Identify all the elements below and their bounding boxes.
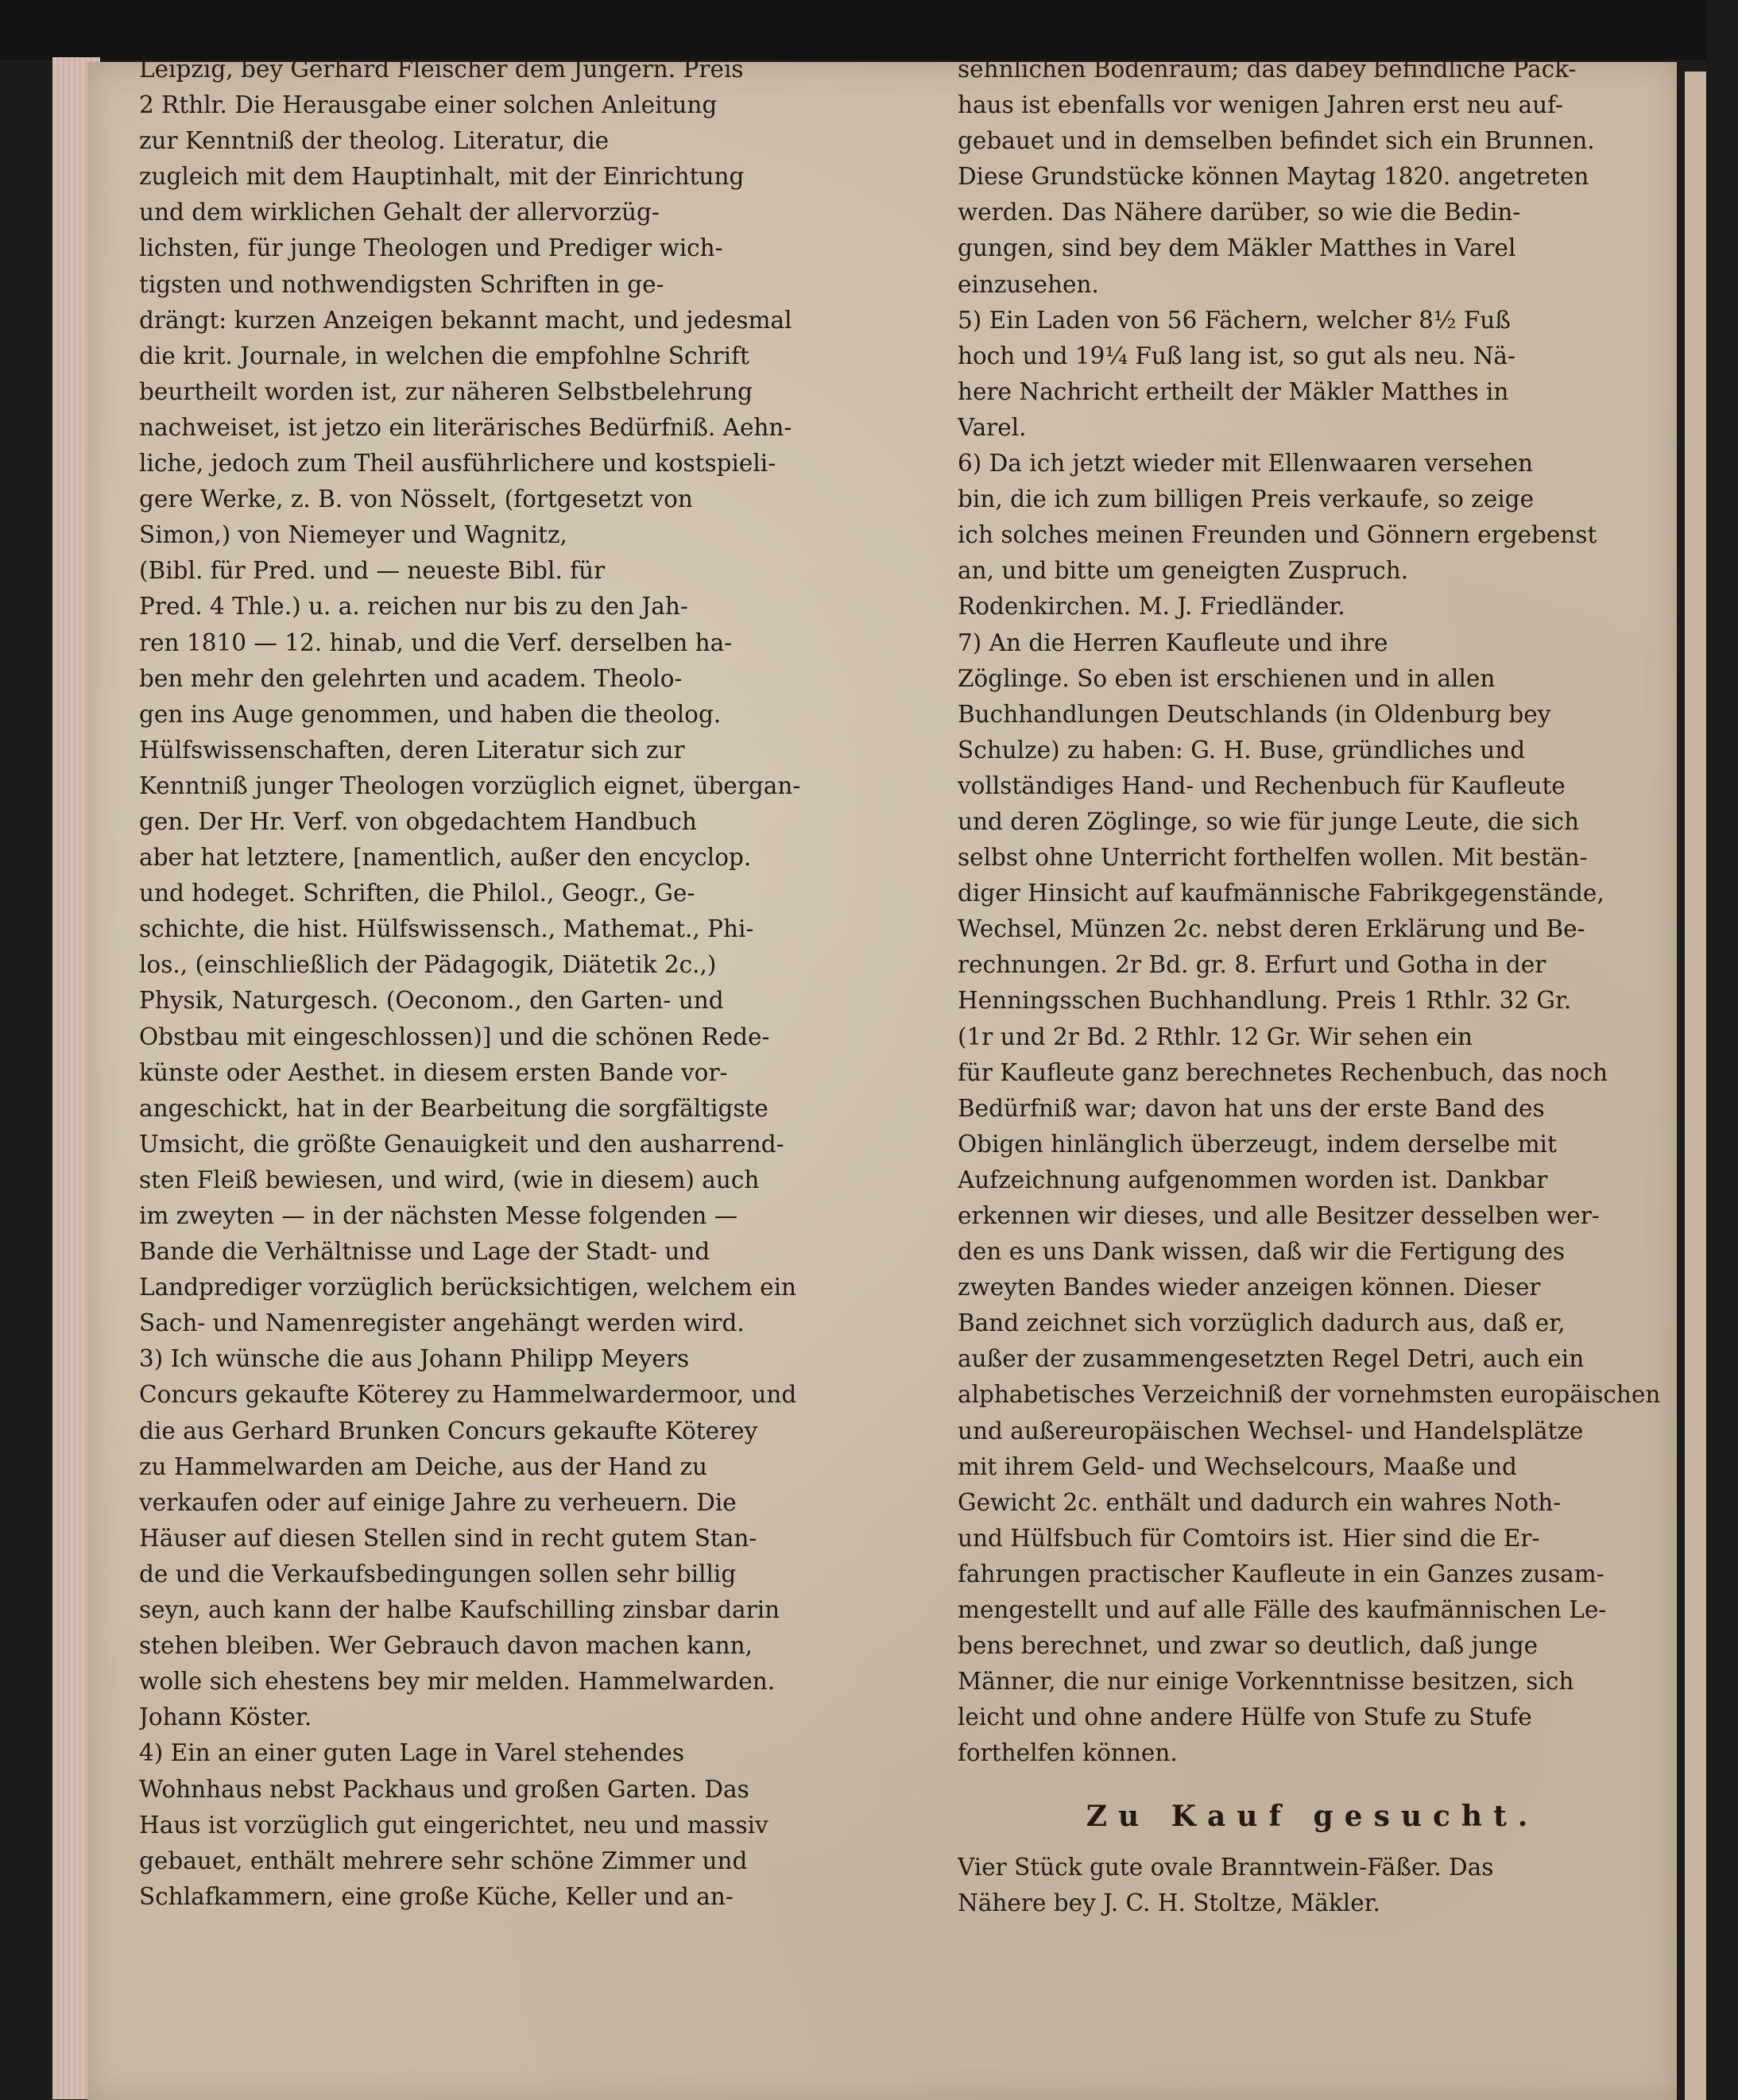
right-column-paragraphs — [958, 52, 1667, 1772]
left-column-text-line: Leipzig, bey Gerhard Fleischer dem Jüngern. Preis — [139, 56, 744, 83]
right-column-text-line: 7) An die Herren Kaufleute und ihre — [958, 628, 1388, 656]
right-column-text-line: Aufzeichnung aufgenommen worden ist. Dankbar — [958, 1166, 1548, 1193]
right-column-text-line: Band zeichnet sich vorzüglich dadurch aus, daß er, — [958, 1309, 1566, 1337]
right-column-text-line: Buchhandlungen Deutschlands (in Oldenburg bey — [958, 700, 1551, 728]
left-column-text-line: Hülfswissenschaften, deren Literatur sich zur — [139, 736, 685, 764]
left-column-text-line: los., (einschließlich der Pädagogik, Diätetik 2c.,) — [139, 951, 717, 979]
section-heading-zu-kauf-gesucht: Zu Kauf gesucht. — [1086, 1799, 1539, 1833]
right-column-text-line: forthelfen können. — [958, 1739, 1178, 1767]
left-column-text-line: lichsten, für junge Theologen und Prediger wich- — [139, 234, 723, 262]
left-column-text-line: im zweyten — in der nächsten Messe folgenden — — [139, 1202, 738, 1229]
right-column-text-line: Henningsschen Buchhandlung. Preis 1 Rthlr. 32 Gr. — [958, 987, 1572, 1015]
left-column-text-line: verkaufen oder auf einige Jahre zu verheuern. Die — [139, 1488, 737, 1516]
right-column-text-line: fahrungen practischer Kaufleute in ein Ganzes zusam- — [958, 1560, 1604, 1588]
right-column-text-line: leicht und ohne andere Hülfe von Stufe zu Stufe — [958, 1704, 1532, 1731]
left-column-text-line: seyn, auch kann der halbe Kaufschilling zinsbar darin — [139, 1596, 780, 1624]
left-column-text-line: und hodeget. Schriften, die Philol., Geogr., Ge- — [139, 880, 695, 907]
left-column-text-line: liche, jedoch zum Theil ausführlichere und kostspieli- — [139, 450, 776, 478]
right-column-text-line: rechnungen. 2r Bd. gr. 8. Erfurt und Gotha in der — [958, 951, 1546, 979]
left-column-text-line: gen. Der Hr. Verf. von obgedachtem Handbuch — [139, 807, 697, 835]
left-column-text-line: Kenntniß junger Theologen vorzüglich eignet, übergan- — [139, 772, 801, 799]
left-column-text-line: (Bibl. für Pred. und — neueste Bibl. für — [139, 557, 606, 585]
left-column-text-line: 3) Ich wünsche die aus Johann Philipp Meyers — [139, 1345, 690, 1373]
right-column-text-line: bin, die ich zum billigen Preis verkaufe, so zeige — [958, 485, 1535, 513]
left-text-column — [139, 52, 854, 1915]
left-column-text-line: Obstbau mit eingeschlossen)] und die schönen Rede- — [139, 1023, 770, 1050]
left-column-text-line: Häuser auf diesen Stellen sind in recht gutem Stan- — [139, 1524, 757, 1552]
right-column-text-line: erkennen wir dieses, und alle Besitzer desselben wer- — [958, 1202, 1600, 1229]
right-column-text-line: (1r und 2r Bd. 2 Rthlr. 12 Gr. Wir sehen ein — [958, 1023, 1473, 1050]
left-column-text-line: gebauet, enthält mehrere sehr schöne Zimmer und — [139, 1847, 748, 1874]
left-column-text-line: zur Kenntniß der theolog. Literatur, die — [139, 127, 610, 155]
left-column-text-line: Concurs gekaufte Köterey zu Hammelwardermoor, und — [139, 1381, 797, 1409]
right-column-text-line: here Nachricht ertheilt der Mäkler Matthes in — [958, 377, 1509, 405]
top-background — [0, 0, 1738, 60]
right-column-text-line: 5) Ein Laden von 56 Fächern, welcher 8½ Fuß — [958, 306, 1512, 334]
left-column-text-line: Haus ist vorzüglich gut eingerichtet, neu und massiv — [139, 1811, 768, 1839]
left-column-text-line: angeschickt, hat in der Bearbeitung die sorgfältigste — [139, 1094, 768, 1122]
right-column-text-line: gungen, sind bey dem Mäkler Matthes in Varel — [958, 234, 1516, 262]
closing-notice-text-line: Vier Stück gute ovale Branntwein-Fäßer. Das — [958, 1853, 1494, 1881]
left-column-text-line: und dem wirklichen Gehalt der allervorzüg- — [139, 199, 660, 226]
right-column-text-line: für Kaufleute ganz berechnetes Rechenbuch, das noch — [958, 1058, 1608, 1086]
right-column-text-line: Bedürfniß war; davon hat uns der erste Band des — [958, 1094, 1545, 1122]
left-column-text-line: Umsicht, die größte Genauigkeit und den ausharrend- — [139, 1130, 784, 1158]
facing-page-edge — [1685, 72, 1709, 2100]
left-column-text-line: Bande die Verhältnisse und Lage der Stadt- und — [139, 1238, 710, 1266]
right-column-text-line: ich solches meinen Freunden und Gönnern ergebenst — [958, 521, 1597, 549]
right-column-text-line: Diese Grundstücke können Maytag 1820. angetreten — [958, 163, 1589, 191]
left-column-text-line: stehen bleiben. Wer Gebrauch davon machen kann, — [139, 1632, 753, 1660]
left-column-text-line: die aus Gerhard Brunken Concurs gekaufte Köterey — [139, 1417, 758, 1444]
left-column-text-line: zugleich mit dem Hauptinhalt, mit der Einrichtung — [139, 163, 745, 191]
right-column-text-line: gebauet und in demselben befindet sich ein Brunnen. — [958, 127, 1595, 155]
left-column-text-line: 4) Ein an einer guten Lage in Varel stehendes — [139, 1739, 685, 1767]
right-column-text-line: Männer, die nur einige Vorkenntnisse besitzen, sich — [958, 1668, 1574, 1696]
left-column-text-line: gen ins Auge genommen, und haben die theolog. — [139, 700, 722, 728]
left-column-text-line: Schlafkammern, eine große Küche, Keller und an- — [139, 1882, 734, 1910]
right-column-closing-notice — [958, 1850, 1667, 1921]
right-column-text-line: 6) Da ich jetzt wieder mit Ellenwaaren versehen — [958, 450, 1533, 478]
right-column-text-line: mit ihrem Geld- und Wechselcours, Maaße und — [958, 1452, 1517, 1480]
left-column-text-line: wolle sich ehestens bey mir melden. Hammelwarden. — [139, 1668, 776, 1696]
left-column-text-line: de und die Verkaufsbedingungen sollen sehr billig — [139, 1560, 737, 1588]
right-column-text-line: Varel. — [958, 413, 1027, 441]
right-column-text-line: Schulze) zu haben: G. H. Buse, gründliches und — [958, 736, 1526, 764]
left-column-text-line: Sach- und Namenregister angehängt werden wird. — [139, 1309, 745, 1337]
left-column-text-line: tigsten und nothwendigsten Schriften in ge- — [139, 270, 664, 298]
right-column-text-line: an, und bitte um geneigten Zuspruch. — [958, 557, 1409, 585]
left-column-text-line: Physik, Naturgesch. (Oeconom., den Garten- und — [139, 987, 724, 1015]
right-column-text-line: außer der zusammengesetzten Regel Detri, auch ein — [958, 1345, 1585, 1373]
left-column-text-line: beurtheilt worden ist, zur näheren Selbstbelehrung — [139, 377, 753, 405]
right-column-text-line: Zöglinge. So eben ist erschienen und in allen — [958, 664, 1496, 692]
book-gutter — [1706, 0, 1738, 2100]
right-column-text-line: Obigen hinlänglich überzeugt, indem derselbe mit — [958, 1130, 1557, 1158]
right-column-text-line: und außereuropäischen Wechsel- und Handelsplätze — [958, 1417, 1584, 1444]
right-column-text-line: bens berechnet, und zwar so deutlich, daß junge — [958, 1632, 1539, 1660]
left-column-text-line: Pred. 4 Thle.) u. a. reichen nur bis zu den Jah- — [139, 593, 688, 621]
right-column-text-line: Wechsel, Münzen 2c. nebst deren Erklärung und Be- — [958, 915, 1585, 943]
left-column-text-line: aber hat letztere, [namentlich, außer den encyclop. — [139, 844, 752, 872]
right-column-text-line: alphabetisches Verzeichniß der vornehmsten europäischen — [958, 1381, 1661, 1409]
right-column-text-line: hoch und 19¼ Fuß lang ist, so gut als neu. Nä- — [958, 342, 1515, 369]
right-column-text-line: den es uns Dank wissen, daß wir die Fertigung des — [958, 1238, 1566, 1266]
right-column-text-line: einzusehen. — [958, 270, 1099, 298]
left-column-text-line: nachweiset, ist jetzo ein literärisches Bedürfniß. Aehn- — [139, 413, 792, 441]
right-column-text-line: haus ist ebenfalls vor wenigen Jahren erst neu auf- — [958, 91, 1563, 119]
left-column-text-line: sten Fleiß bewiesen, und wird, (wie in diesem) auch — [139, 1166, 760, 1193]
left-column-text-line: ben mehr den gelehrten und academ. Theolo- — [139, 664, 683, 692]
left-column-text-line: Wohnhaus nebst Packhaus und großen Garten. Das — [139, 1775, 749, 1803]
right-column-text-line: und Hülfsbuch für Comtoirs ist. Hier sind die Er- — [958, 1524, 1540, 1552]
left-column-text-line: drängt: kurzen Anzeigen bekannt macht, und jedesmal — [139, 306, 792, 334]
right-column-text-line: werden. Das Nähere darüber, so wie die Bedin- — [958, 199, 1521, 226]
left-column-text-line: die krit. Journale, in welchen die empfohlne Schrift — [139, 342, 749, 369]
right-column-text-line: mengestellt und auf alle Fälle des kaufmännischen Le- — [958, 1596, 1607, 1624]
right-column-text-line: zweyten Bandes wieder anzeigen können. Dieser — [958, 1274, 1541, 1301]
left-column-text-line: Simon,) von Niemeyer und Wagnitz, — [139, 521, 567, 549]
right-column-text-line: sehnlichen Bodenraum; das dabey befindliche Pack- — [958, 56, 1577, 83]
closing-notice-text-line: Nähere bey J. C. H. Stoltze, Mäkler. — [958, 1889, 1380, 1916]
left-column-text-line: Johann Köster. — [139, 1704, 312, 1731]
right-column-text-line: Gewicht 2c. enthält und dadurch ein wahres Noth- — [958, 1488, 1562, 1516]
left-column-text-line: schichte, die hist. Hülfswissensch., Mathemat., Phi- — [139, 915, 754, 943]
left-column-text-line: zu Hammelwarden am Deiche, aus der Hand zu — [139, 1452, 707, 1480]
right-column-text-line: Rodenkirchen. M. J. Friedländer. — [958, 593, 1345, 621]
left-column-text-line: künste oder Aesthet. in diesem ersten Bande vor- — [139, 1058, 728, 1086]
right-column-text-line: vollständiges Hand- und Rechenbuch für Kaufleute — [958, 772, 1566, 799]
left-column-text-line: gere Werke, z. B. von Nösselt, (fortgesetzt von — [139, 485, 693, 513]
right-column-text-line: und deren Zöglinge, so wie für junge Leute, die sich — [958, 807, 1580, 835]
right-text-column — [958, 52, 1667, 1921]
right-column-text-line: diger Hinsicht auf kaufmännische Fabrikgegenstände, — [958, 880, 1604, 907]
right-column-text-line: selbst ohne Unterricht forthelfen wollen. Mit bestän- — [958, 844, 1588, 872]
left-column-text-line: 2 Rthlr. Die Herausgabe einer solchen Anleitung — [139, 91, 718, 119]
left-column-text-line: ren 1810 — 12. hinab, und die Verf. derselben ha- — [139, 628, 733, 656]
left-column-text-line: Landprediger vorzüglich berücksichtigen, welchem ein — [139, 1274, 797, 1301]
